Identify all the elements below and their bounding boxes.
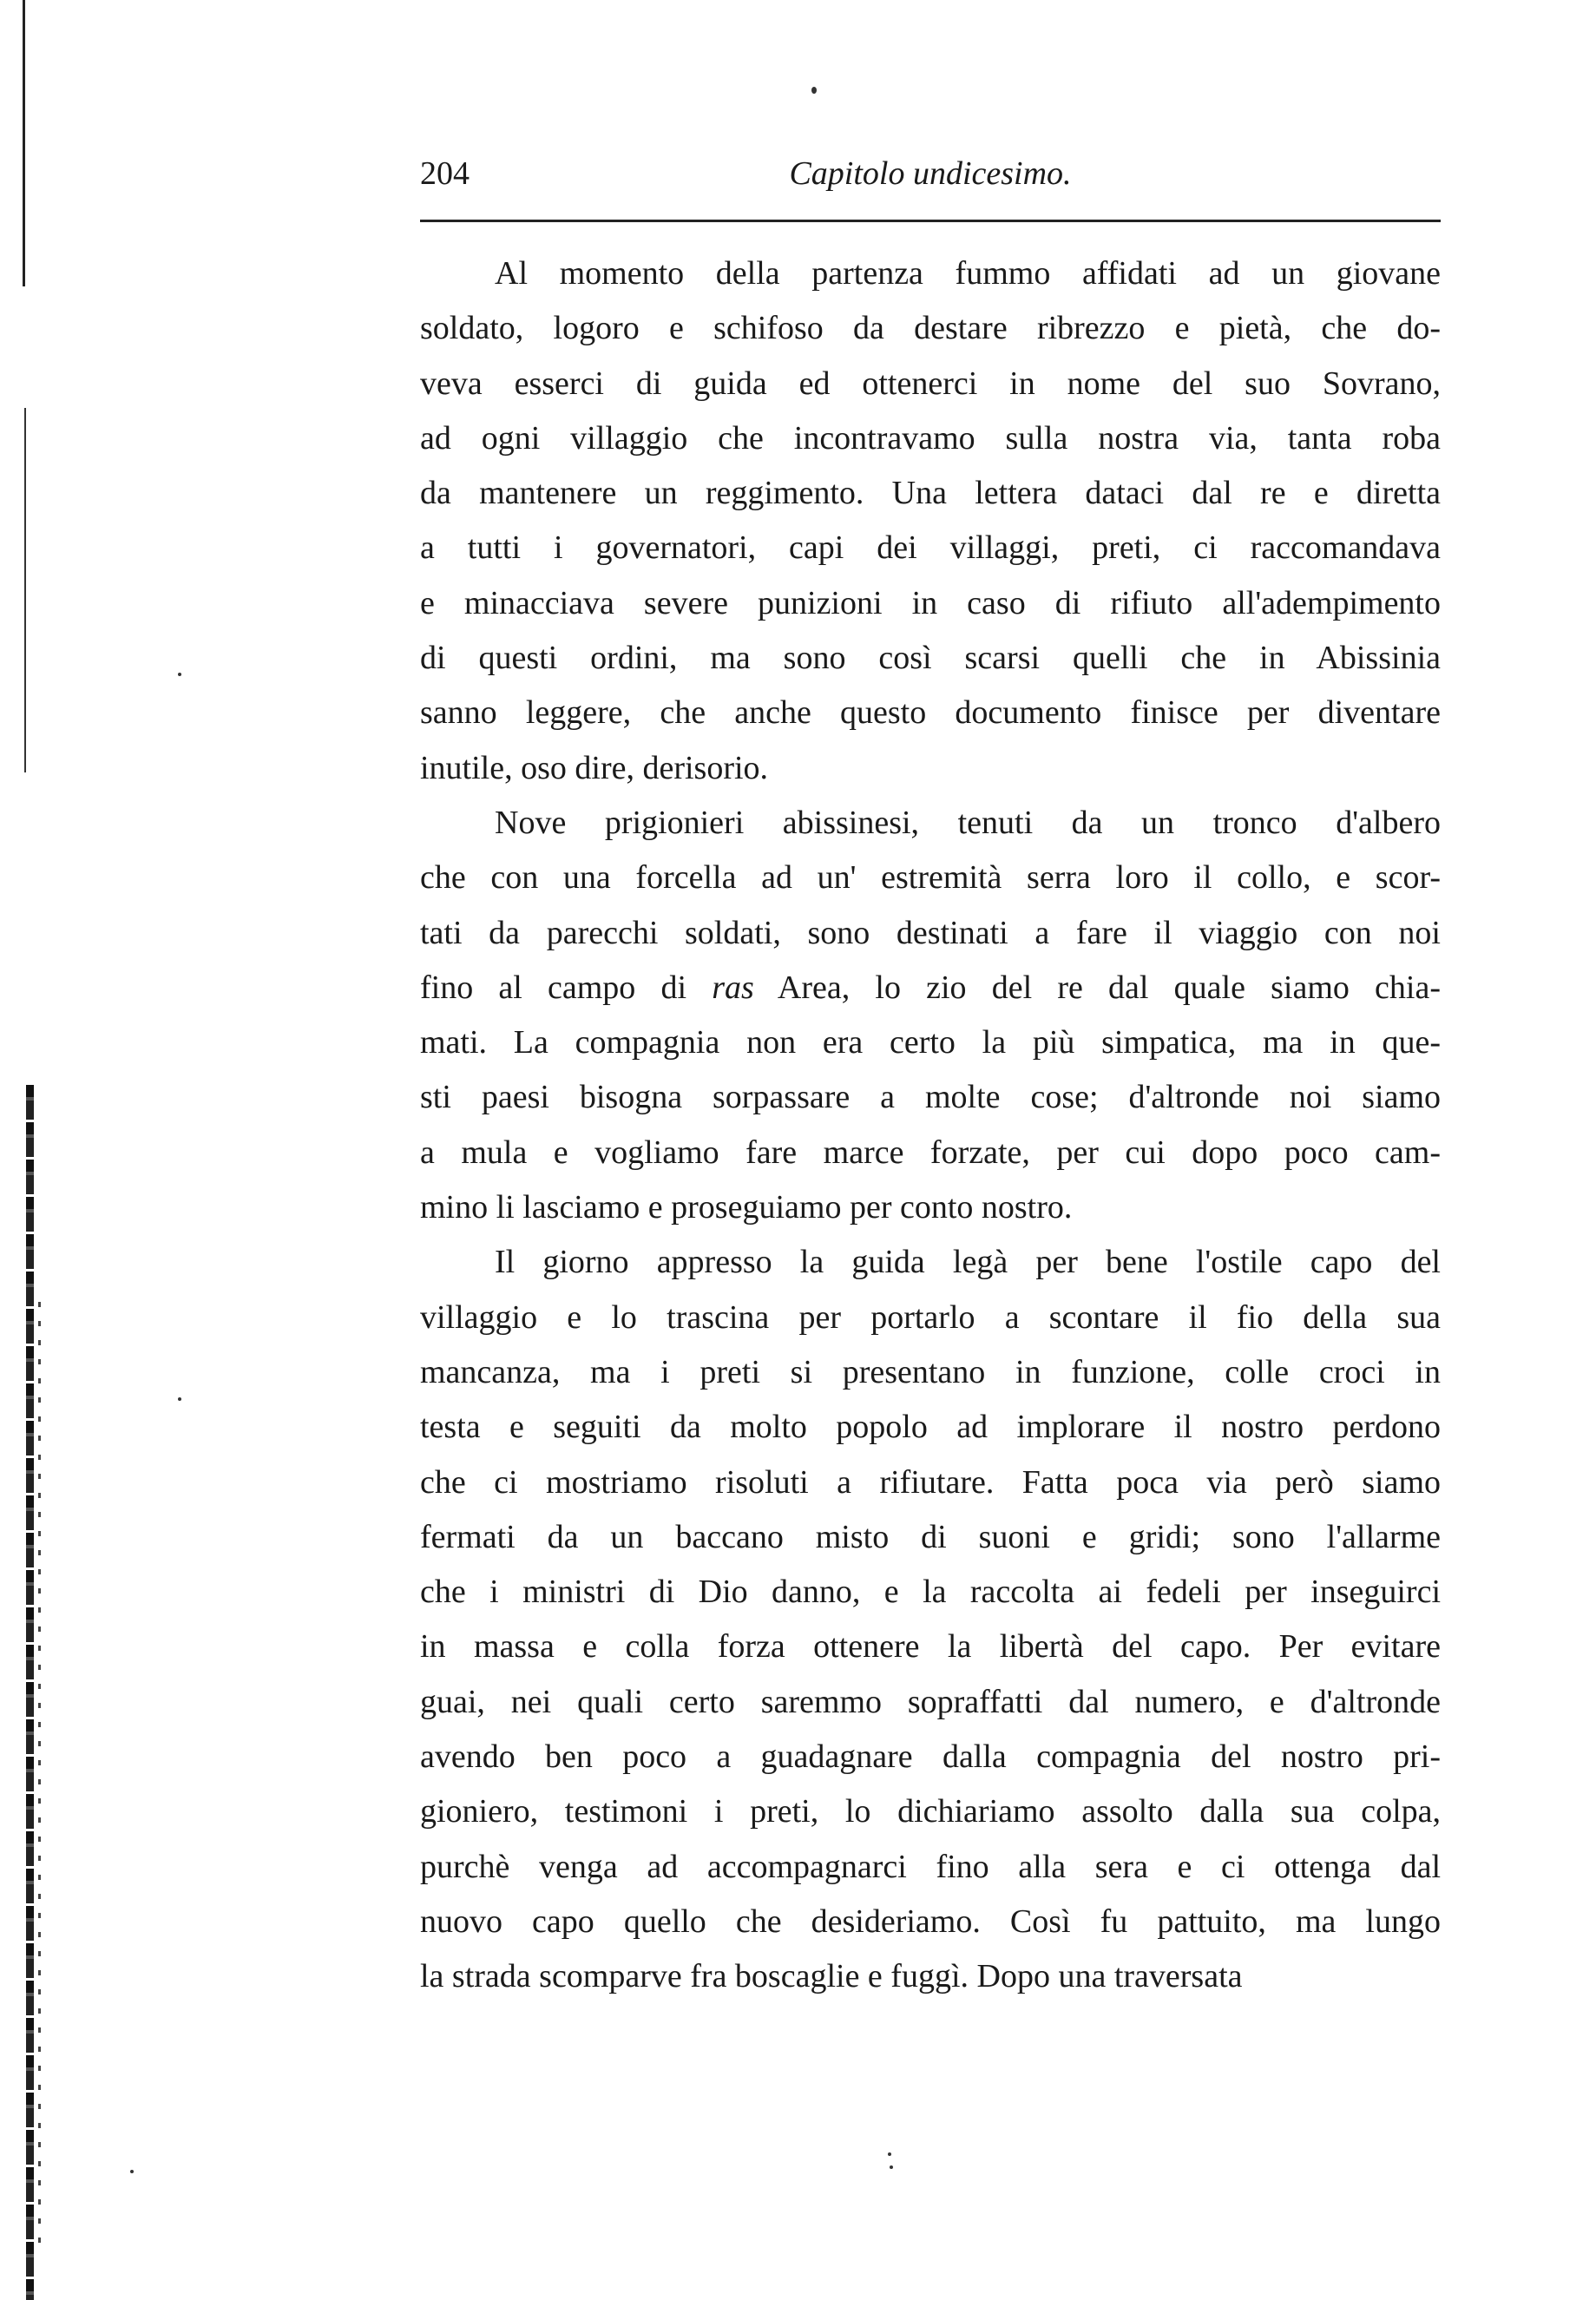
text-line: tati da parecchi soldati, sono destinati a fare il viaggio con noi [420, 914, 1441, 951]
binding-mark [23, 0, 25, 286]
speck [890, 2165, 893, 2169]
speck [178, 1397, 181, 1401]
text-line: fermati da un baccano misto di suoni e gridi; sono l'allarme [420, 1518, 1441, 1555]
text-line: nuovo capo quello che desideriamo. Così fu pattuito, ma lungo [420, 1902, 1441, 1940]
text-line: Nove prigionieri abissinesi, tenuti da un tronco d'albero [495, 804, 1441, 841]
text-line: guai, nei quali certo saremmo sopraffatti dal numero, e d'altronde [420, 1683, 1441, 1720]
speck [178, 673, 181, 676]
text-line: che con una forcella ad un' estremità serra loro il collo, e scor- [420, 859, 1441, 897]
text-line: sti paesi bisogna sorpassare a molte cose; d'altronde noi siamo [420, 1079, 1441, 1116]
text-line: ad ogni villaggio che incontravamo sulla nostra via, tanta roba [420, 419, 1441, 457]
text-line: villaggio e lo trascina per portarlo a scontare il fio della sua [420, 1298, 1441, 1336]
page-number: 204 [420, 155, 470, 192]
page-header [420, 148, 1441, 200]
italic-term: ras [712, 969, 754, 1006]
text-line: testa e seguiti da molto popolo ad implorare il nostro perdono [420, 1409, 1441, 1446]
text-line: sanno leggere, che anche questo documento finisce per diventare [420, 694, 1441, 732]
paragraph [420, 1235, 1441, 2004]
text-line [420, 961, 1441, 1015]
text-segment: fino al campo di [420, 969, 713, 1006]
text-line: e minacciava severe punizioni in caso di rifiuto all'adempimento [420, 584, 1441, 621]
text-line: Al momento della partenza fummo affidati ad un giovane [495, 255, 1441, 292]
text-line: Il giorno appresso la guida legà per bene l'ostile capo del [495, 1244, 1441, 1281]
binding-mark [38, 1302, 41, 2257]
page-body [420, 246, 1441, 2005]
text-line: avendo ben poco a guadagnare dalla compagnia del nostro pri- [420, 1738, 1441, 1776]
text-line: gioniero, testimoni i preti, lo dichiariamo assolto dalla sua colpa, [420, 1793, 1441, 1830]
running-title: Capitolo undicesimo. [789, 155, 1072, 192]
paragraph [420, 796, 1441, 1235]
text-segment: Area, lo zio del re dal quale siamo chia- [753, 969, 1442, 1006]
text-line: che ci mostriamo risoluti a rifiutare. Fatta poca via però siamo [420, 1463, 1441, 1501]
text-line: di questi ordini, ma sono così scarsi quelli che in Abissinia [420, 640, 1441, 677]
text-line: che i ministri di Dio danno, e la raccolta ai fedeli per inseguirci [420, 1574, 1441, 1611]
binding-mark [24, 408, 26, 772]
text-line: la strada scomparve fra boscaglie e fuggì. Dopo una traversata [420, 1958, 1243, 1995]
text-line: a tutti i governatori, capi dei villaggi, preti, ci raccomandava [420, 529, 1441, 567]
text-line: in massa e colla forza ottenere la libertà del capo. Per evitare [420, 1628, 1441, 1666]
speck [130, 2170, 134, 2173]
speck [888, 2152, 891, 2156]
header-rule [420, 220, 1441, 222]
text-line: veva esserci di guida ed ottenerci in nome del suo Sovrano, [420, 365, 1441, 402]
text-line: mancanza, ma i preti si presentano in funzione, colle croci in [420, 1353, 1441, 1390]
text-line: da mantenere un reggimento. Una lettera dataci dal re e diretta [420, 475, 1441, 512]
text-line: inutile, oso dire, derisorio. [420, 749, 769, 786]
text-line: soldato, logoro e schifoso da destare ribrezzo e pietà, che do- [420, 310, 1441, 347]
text-line: purchè venga ad accompagnarci fino alla sera e ci ottenga dal [420, 1848, 1441, 1885]
speck [811, 87, 817, 94]
binding-mark [26, 1085, 34, 2300]
scan-binding-edge [0, 0, 52, 2300]
paragraph [420, 246, 1441, 796]
text-line: mino li lasciamo e proseguiamo per conto nostro. [420, 1189, 1073, 1226]
text-line: mati. La compagnia non era certo la più simpatica, ma in que- [420, 1024, 1441, 1061]
text-line: a mula e vogliamo fare marce forzate, per cui dopo poco cam- [420, 1134, 1441, 1171]
